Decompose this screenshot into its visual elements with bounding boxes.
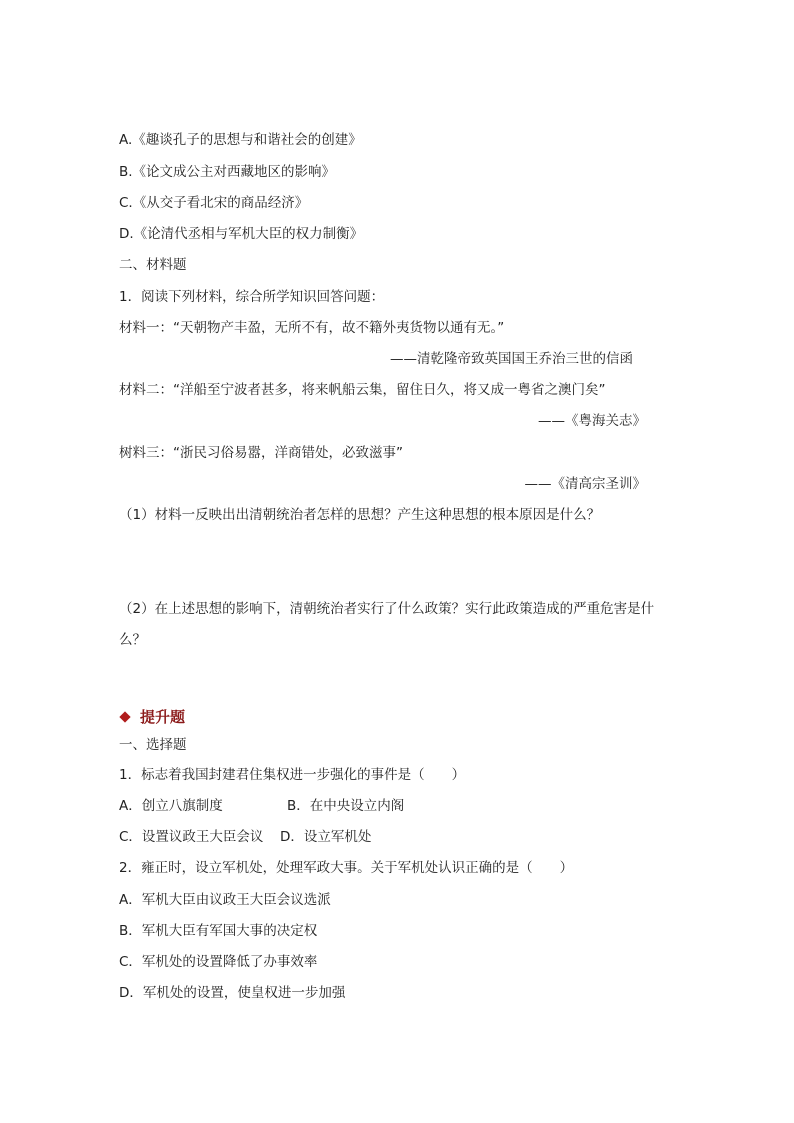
question-1: 1．标志着我国封建君住集权进一步强化的事件是（ ） <box>119 767 466 783</box>
q2-option-c: C．军机处的设置降低了办事效率 <box>119 954 318 970</box>
question-1-intro: 1．阅读下列材料，综合所学知识回答问题： <box>119 289 385 305</box>
material-3: 树料三：“浙民习俗易嚣，洋商错处，必致滋事” <box>119 445 403 461</box>
section-title-materials: 二、材料题 <box>119 257 187 273</box>
material-1: 材料一：“天朝物产丰盈，无所不有，故不籍外夷货物以通有无。” <box>119 320 505 336</box>
material-3-source: ——《清高宗圣训》 <box>524 476 646 492</box>
question-1-options-row2 <box>119 828 371 846</box>
q1-option-b: B．在中央设立内阁 <box>287 798 405 814</box>
question-1-options-row1 <box>119 797 404 815</box>
section-title-choice: 一、选择题 <box>119 737 187 753</box>
heading-text: 提升题 <box>140 708 186 726</box>
q2-option-a: A．军机大臣由议政王大臣会议选派 <box>119 892 331 908</box>
option-b: B.《论文成公主对西藏地区的影响》 <box>119 164 336 180</box>
material-1-source: ——清乾隆帝致英国国王乔治三世的信函 <box>390 351 633 367</box>
option-a: A.《趣谈孔子的思想与和谐社会的创建》 <box>119 132 362 148</box>
option-c: C.《从交子看北宋的商品经济》 <box>119 195 309 211</box>
option-d: D.《论清代丞相与军机大臣的权力制衡》 <box>119 226 364 242</box>
sub-question-2-line1: （2）在上述思想的影响下，清朝统治者实行了什么政策？实行此政策造成的严重危害是什 <box>119 601 655 617</box>
q1-option-d: D．设立军机处 <box>280 829 372 845</box>
q2-option-d: D．军机处的设置，使皇权进一步加强 <box>119 985 346 1001</box>
q1-option-a: A．创立八旗制度 <box>119 798 223 814</box>
material-2: 材料二：“洋船至宁波者甚多，将来帆船云集，留住日久，将又成一粤省之澳门矣” <box>119 382 606 398</box>
question-2: 2．雍正时，设立军机处，处理军政大事。关于军机处认识正确的是（ ） <box>119 860 574 876</box>
q1-option-c: C．设置议政王大臣会议 <box>119 829 264 845</box>
diamond-bullet-icon <box>119 711 130 722</box>
sub-question-1: （1）材料一反映出出清朝统治者怎样的思想？产生这种思想的根本原因是什么？ <box>119 507 601 523</box>
section-heading-advanced <box>119 707 185 727</box>
sub-question-2-line2: 么？ <box>119 632 146 648</box>
material-2-source: ——《粤海关志》 <box>538 413 646 429</box>
q2-option-b: B．军机大臣有军国大事的决定权 <box>119 923 318 939</box>
